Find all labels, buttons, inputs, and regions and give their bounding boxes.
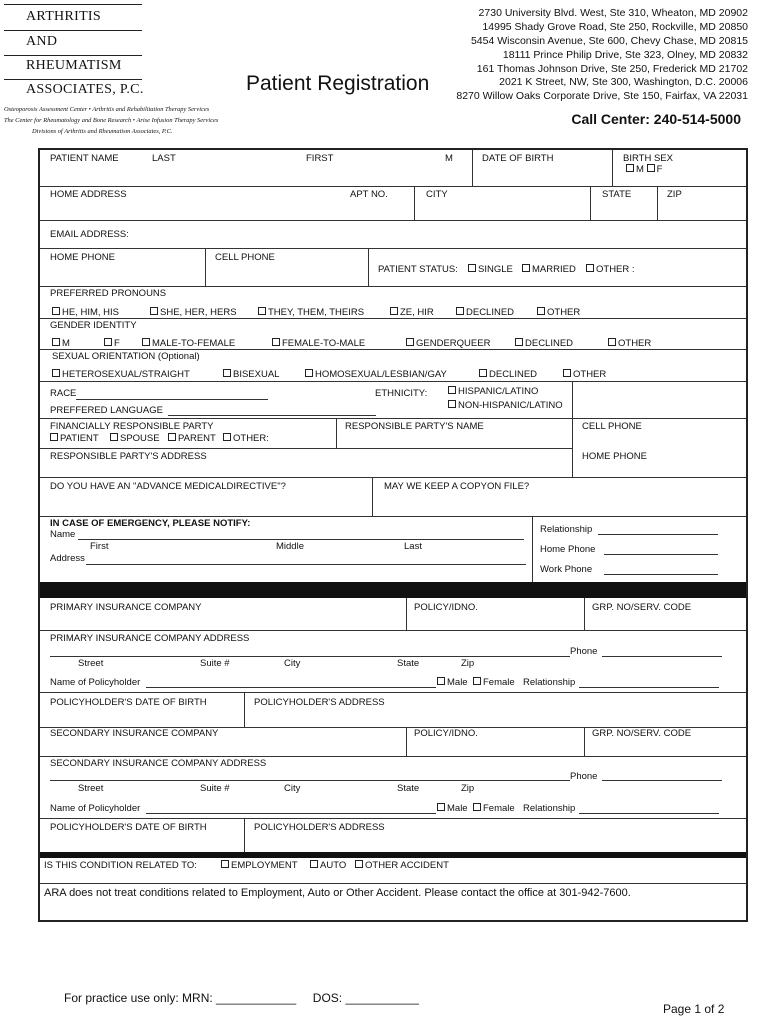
preferred-language-label: PREFFERED LANGUAGE xyxy=(50,405,163,416)
primary-policy-id-label[interactable]: POLICY/IDNO. xyxy=(414,602,478,613)
secondary-policyholder-name-label: Name of Policyholder xyxy=(50,803,141,814)
policyholder-address-label[interactable]: POLICYHOLDER'S ADDRESS xyxy=(254,697,385,708)
orientation-bisexual-checkbox[interactable]: BISEXUAL xyxy=(223,369,279,380)
primary-group-no-label[interactable]: GRP. NO/SERV. CODE xyxy=(592,602,692,613)
zip-sublabel: Zip xyxy=(461,783,475,794)
checkbox-icon xyxy=(355,860,363,868)
checkbox-icon xyxy=(586,264,594,272)
emergency-relationship-field[interactable] xyxy=(598,534,718,535)
checkbox-icon xyxy=(522,264,530,272)
orientation-declined-checkbox[interactable]: DECLINED xyxy=(479,369,537,380)
emergency-last-label: Last xyxy=(404,541,422,552)
gender-ftm-checkbox[interactable]: FEMALE-TO-MALE xyxy=(272,338,365,349)
policyholder-relationship-field[interactable] xyxy=(579,687,719,688)
logo-rule xyxy=(4,4,142,5)
cell-phone-label[interactable]: CELL PHONE xyxy=(215,252,275,263)
address-line: 14995 Shady Grove Road, Ste 250, Rockville, MD 20850 xyxy=(482,21,748,33)
secondary-policyholder-female-checkbox[interactable]: Female xyxy=(473,803,515,814)
gender-m-checkbox[interactable]: M xyxy=(52,338,70,349)
policyholder-female-checkbox[interactable]: Female xyxy=(473,677,515,688)
checkbox-icon xyxy=(448,400,456,408)
checkbox-icon xyxy=(473,677,481,685)
street-label: Street xyxy=(78,658,104,669)
state-label[interactable]: STATE xyxy=(602,189,632,200)
pronoun-ze-checkbox[interactable]: ZE, HIR xyxy=(390,307,434,318)
condition-auto-checkbox[interactable]: AUTO xyxy=(310,860,346,871)
address-line: 18111 Prince Philip Drive, Ste 323, Olney, MD 20832 xyxy=(502,49,748,61)
suite-label: Suite # xyxy=(200,658,230,669)
practice-use-line: For practice use only: MRN: ____________ DOS: ___________ xyxy=(64,991,419,1005)
checkbox-icon xyxy=(406,338,414,346)
checkbox-icon xyxy=(142,338,150,346)
pronoun-she-checkbox[interactable]: SHE, HER, HERS xyxy=(150,307,237,318)
ethnicity-label: ETHNICITY: xyxy=(375,388,428,399)
primary-insurance-address-label: PRIMARY INSURANCE COMPANY ADDRESS xyxy=(50,633,250,644)
secondary-policyholder-dob-label[interactable]: POLICYHOLDER'S DATE OF BIRTH xyxy=(50,822,207,833)
status-other-checkbox[interactable]: OTHER : xyxy=(586,264,635,275)
primary-phone-label: Phone xyxy=(570,646,598,657)
policyholder-dob-label[interactable]: POLICYHOLDER'S DATE OF BIRTH xyxy=(50,697,207,708)
policyholder-name-label: Name of Policyholder xyxy=(50,677,141,688)
address-line: 5454 Wisconsin Avenue, Ste 600, Chevy Chase, MD 20815 xyxy=(470,35,748,47)
condition-other-accident-checkbox[interactable]: OTHER ACCIDENT xyxy=(355,860,449,871)
fr-spouse-checkbox[interactable]: SPOUSE xyxy=(110,433,160,444)
checkbox-icon xyxy=(626,164,634,172)
page-number: Page 1 of 2 xyxy=(663,1002,725,1016)
secondary-policyholder-name-field[interactable] xyxy=(146,813,436,814)
pronoun-they-checkbox[interactable]: THEY, THEM, THEIRS xyxy=(258,307,364,318)
checkbox-icon xyxy=(448,386,456,394)
tagline-2: The Center for Rheumatology and Bone Research • Arise Infusion Therapy Services xyxy=(4,117,219,124)
secondary-insurance-address-label: SECONDARY INSURANCE COMPANY ADDRESS xyxy=(50,758,267,769)
emergency-home-phone-label: Home Phone xyxy=(540,544,596,555)
checkbox-icon xyxy=(110,433,118,441)
secondary-phone-label: Phone xyxy=(570,771,598,782)
suite-label: Suite # xyxy=(200,783,230,794)
gender-other-checkbox[interactable]: OTHER xyxy=(608,338,651,349)
last-name-label[interactable]: LAST xyxy=(152,153,176,164)
emergency-work-phone-field[interactable] xyxy=(604,574,718,575)
logo-line-1: ARTHRITIS xyxy=(26,9,101,24)
pronoun-declined-checkbox[interactable]: DECLINED xyxy=(456,307,514,318)
secondary-group-no-label[interactable]: GRP. NO/SERV. CODE xyxy=(592,728,692,739)
checkbox-icon xyxy=(310,860,318,868)
address-line: 8270 Willow Oaks Corporate Drive, Ste 150, Fairfax, VA 22031 xyxy=(456,90,748,102)
secondary-relationship-label: Relationship xyxy=(523,803,576,814)
responsible-cell-label[interactable]: CELL PHONE xyxy=(582,421,642,432)
logo-rule xyxy=(4,55,142,56)
responsible-address-label[interactable]: RESPONSIBLE PARTY'S ADDRESS xyxy=(50,451,207,462)
emergency-name-label: Name xyxy=(50,529,76,540)
checkbox-icon xyxy=(272,338,280,346)
home-phone-label[interactable]: HOME PHONE xyxy=(50,252,115,263)
city-sublabel: City xyxy=(284,658,301,669)
secondary-phone-field[interactable] xyxy=(602,780,722,781)
advance-directive-label[interactable]: DO YOU HAVE AN "ADVANCE MEDICALDIRECTIVE"? xyxy=(50,481,286,492)
section-divider xyxy=(40,852,746,858)
checkbox-icon xyxy=(563,369,571,377)
gender-label: GENDER IDENTITY xyxy=(50,320,137,331)
emergency-name-field[interactable] xyxy=(78,539,524,540)
condition-employment-checkbox[interactable]: EMPLOYMENT xyxy=(221,860,298,871)
ethnicity-non-hispanic-checkbox[interactable]: NON-HISPANIC/LATINO xyxy=(448,400,563,411)
logo-line-3: RHEUMATISM xyxy=(26,58,122,73)
address-line: 2730 University Blvd. West, Ste 310, Wheaton, MD 20902 xyxy=(478,7,748,19)
checkbox-icon xyxy=(168,433,176,441)
birth-sex-label: BIRTH SEX xyxy=(623,153,673,164)
zip-sublabel: Zip xyxy=(461,658,475,669)
emergency-relationship-label: Relationship xyxy=(540,524,593,535)
checkbox-icon xyxy=(52,338,60,346)
state-sublabel: State xyxy=(397,658,420,669)
address-line: 2021 K Street, NW, Ste 300, Washington, D.C. 20006 xyxy=(499,76,748,88)
checkbox-icon xyxy=(223,369,231,377)
home-address-label[interactable]: HOME ADDRESS xyxy=(50,189,127,200)
patient-status-label: PATIENT STATUS: xyxy=(378,264,458,275)
logo-rule xyxy=(4,79,142,80)
dob-label[interactable]: DATE OF BIRTH xyxy=(482,153,554,164)
secondary-policyholder-address-label[interactable]: POLICYHOLDER'S ADDRESS xyxy=(254,822,385,833)
checkbox-icon xyxy=(258,307,266,315)
pronoun-he-checkbox[interactable]: HE, HIM, HIS xyxy=(52,307,119,318)
status-single-checkbox[interactable]: SINGLE xyxy=(468,264,513,275)
secondary-policy-id-label[interactable]: POLICY/IDNO. xyxy=(414,728,478,739)
race-field[interactable] xyxy=(76,399,268,400)
orientation-other-checkbox[interactable]: OTHER xyxy=(563,369,606,380)
fr-patient-checkbox[interactable]: PATIENT xyxy=(50,433,99,444)
city-sublabel: City xyxy=(284,783,301,794)
primary-phone-field[interactable] xyxy=(602,656,722,657)
city-label[interactable]: CITY xyxy=(426,189,448,200)
checkbox-icon xyxy=(150,307,158,315)
secondary-relationship-field[interactable] xyxy=(579,813,719,814)
emergency-work-phone-label: Work Phone xyxy=(540,564,593,575)
checkbox-icon xyxy=(479,369,487,377)
checkbox-icon xyxy=(515,338,523,346)
responsible-home-phone-label[interactable]: HOME PHONE xyxy=(582,451,647,462)
checkbox-icon xyxy=(221,860,229,868)
emergency-title: IN CASE OF EMERGENCY, PLEASE NOTIFY: xyxy=(50,518,251,529)
condition-related-label: IS THIS CONDITION RELATED TO: xyxy=(44,860,197,871)
email-label[interactable]: EMAIL ADDRESS: xyxy=(50,229,129,240)
emergency-address-label: Address xyxy=(50,553,85,564)
gender-declined-checkbox[interactable]: DECLINED xyxy=(515,338,573,349)
policyholder-male-checkbox[interactable]: Male xyxy=(437,677,468,688)
logo-rule xyxy=(4,30,142,31)
secondary-policyholder-male-checkbox[interactable]: Male xyxy=(437,803,468,814)
tagline-1: Osteoporosis Assessment Center • Arthritis and Rehabilitation Therapy Services xyxy=(4,106,210,113)
tagline-3: Divisions of Arthritis and Rheumatism Associates, P.C. xyxy=(32,128,173,135)
responsible-name-label[interactable]: RESPONSIBLE PARTY'S NAME xyxy=(345,421,484,432)
primary-insurance-address-field[interactable] xyxy=(50,656,570,657)
patient-name-label: PATIENT NAME xyxy=(50,153,119,164)
pronoun-other-checkbox[interactable]: OTHER xyxy=(537,307,580,318)
logo-line-4: ASSOCIATES, P.C. xyxy=(26,82,144,97)
checkbox-icon xyxy=(305,369,313,377)
checkbox-icon xyxy=(437,803,445,811)
checkbox-icon xyxy=(647,164,655,172)
gender-mtf-checkbox[interactable]: MALE-TO-FEMALE xyxy=(142,338,235,349)
copy-on-file-label[interactable]: MAY WE KEEP A COPYON FILE? xyxy=(384,481,530,492)
street-label: Street xyxy=(78,783,104,794)
gender-f-checkbox[interactable]: F xyxy=(104,338,120,349)
orientation-heterosexual-checkbox[interactable]: HETEROSEXUAL/STRAIGHT xyxy=(52,369,190,380)
checkbox-icon xyxy=(473,803,481,811)
orientation-label: SEXUAL ORIENTATION (Optional) xyxy=(52,351,200,362)
secondary-insurance-label[interactable]: SECONDARY INSURANCE COMPANY xyxy=(50,728,219,739)
primary-insurance-label[interactable]: PRIMARY INSURANCE COMPANY xyxy=(50,602,202,613)
secondary-insurance-address-field[interactable] xyxy=(50,780,570,781)
checkbox-icon xyxy=(104,338,112,346)
apt-no-label[interactable]: APT NO. xyxy=(350,189,388,200)
gender-genderqueer-checkbox[interactable]: GENDERQUEER xyxy=(406,338,490,349)
fr-parent-checkbox[interactable]: PARENT xyxy=(168,433,216,444)
emergency-home-phone-field[interactable] xyxy=(604,554,718,555)
race-label: RACE xyxy=(50,388,77,399)
fr-other-checkbox[interactable]: OTHER: xyxy=(223,433,269,444)
checkbox-icon xyxy=(437,677,445,685)
zip-label[interactable]: ZIP xyxy=(667,189,682,200)
checkbox-icon xyxy=(608,338,616,346)
checkbox-icon xyxy=(537,307,545,315)
checkbox-icon xyxy=(390,307,398,315)
checkbox-icon xyxy=(52,307,60,315)
registration-form xyxy=(38,148,748,922)
orientation-homosexual-checkbox[interactable]: HOMOSEXUAL/LESBIAN/GAY xyxy=(305,369,447,380)
checkbox-icon xyxy=(52,369,60,377)
checkbox-icon xyxy=(468,264,476,272)
policyholder-name-field[interactable] xyxy=(146,687,436,688)
birth-sex-m-checkbox[interactable]: M F xyxy=(626,164,662,175)
address-line: 161 Thomas Johnson Drive, Ste 250, Frederick MD 21702 xyxy=(476,63,748,75)
checkbox-icon xyxy=(50,433,58,441)
emergency-middle-label: Middle xyxy=(276,541,304,552)
logo-line-2: AND xyxy=(26,34,58,49)
emergency-first-label: First xyxy=(90,541,109,552)
ara-notice: ARA does not treat conditions related to Employment, Auto or Other Accident. Please contact the office at 301-942-7600. xyxy=(44,887,631,899)
page-title: Patient Registration xyxy=(246,72,430,95)
middle-initial-label[interactable]: M xyxy=(445,153,453,164)
checkbox-icon xyxy=(456,307,464,315)
checkbox-icon xyxy=(223,433,231,441)
section-divider xyxy=(40,582,746,598)
state-sublabel: State xyxy=(397,783,420,794)
ethnicity-hispanic-checkbox[interactable]: HISPANIC/LATINO xyxy=(448,386,538,397)
pronouns-label: PREFERRED PRONOUNS xyxy=(50,288,167,299)
preferred-language-field[interactable] xyxy=(168,415,376,416)
first-name-label[interactable]: FIRST xyxy=(306,153,334,164)
emergency-address-field[interactable] xyxy=(86,564,526,565)
policyholder-relationship-label: Relationship xyxy=(523,677,576,688)
status-married-checkbox[interactable]: MARRIED xyxy=(522,264,576,275)
financially-responsible-label: FINANCIALLY RESPONSIBLE PARTY xyxy=(50,421,214,432)
call-center: Call Center: 240-514-5000 xyxy=(571,111,741,127)
